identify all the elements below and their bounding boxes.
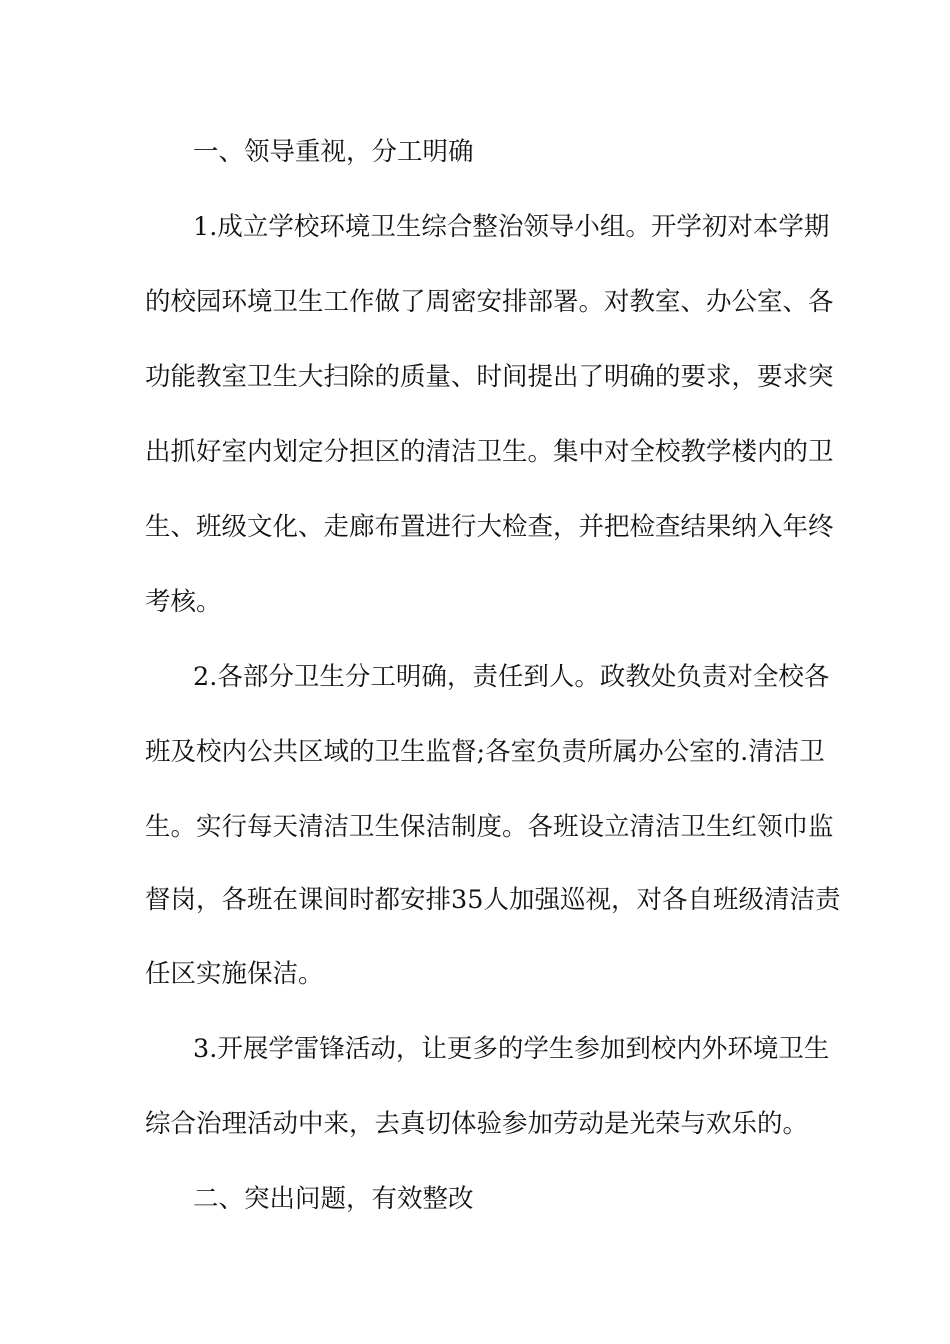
paragraph-1-line-3: 功能教室卫生大扫除的质量、时间提出了明确的要求，要求突: [145, 362, 834, 392]
paragraph-2-line-4: 督岗，各班在课间时都安排35人加强巡视，对各自班级清洁责: [145, 885, 841, 915]
paragraph-1-line-5: 生、班级文化、走廊布置进行大检查，并把检查结果纳入年终: [145, 512, 834, 542]
paragraph-2-line-5: 任区实施保洁。: [145, 959, 324, 989]
section-heading-1: 一、领导重视，分工明确: [193, 137, 474, 167]
paragraph-3-line-1: 3.开展学雷锋活动，让更多的学生参加到校内外环境卫生: [193, 1034, 830, 1064]
paragraph-2-line-3: 生。实行每天清洁卫生保洁制度。各班设立清洁卫生红领巾监: [145, 812, 834, 842]
section-heading-2: 二、突出问题，有效整改: [193, 1184, 474, 1214]
paragraph-1-line-4: 出抓好室内划定分担区的清洁卫生。集中对全校教学楼内的卫: [145, 437, 834, 467]
paragraph-3-line-2: 综合治理活动中来，去真切体验参加劳动是光荣与欢乐的。: [145, 1109, 809, 1139]
paragraph-2-line-2: 班及校内公共区域的卫生监督;各室负责所属办公室的.清洁卫: [145, 737, 825, 767]
paragraph-2-line-1: 2.各部分卫生分工明确，责任到人。政教处负责对全校各: [193, 662, 830, 692]
paragraph-1-line-2: 的校园环境卫生工作做了周密安排部署。对教室、办公室、各: [145, 287, 834, 317]
paragraph-1-line-1: 1.成立学校环境卫生综合整治领导小组。开学初对本学期: [193, 212, 830, 242]
paragraph-1-line-6: 考核。: [145, 587, 222, 617]
